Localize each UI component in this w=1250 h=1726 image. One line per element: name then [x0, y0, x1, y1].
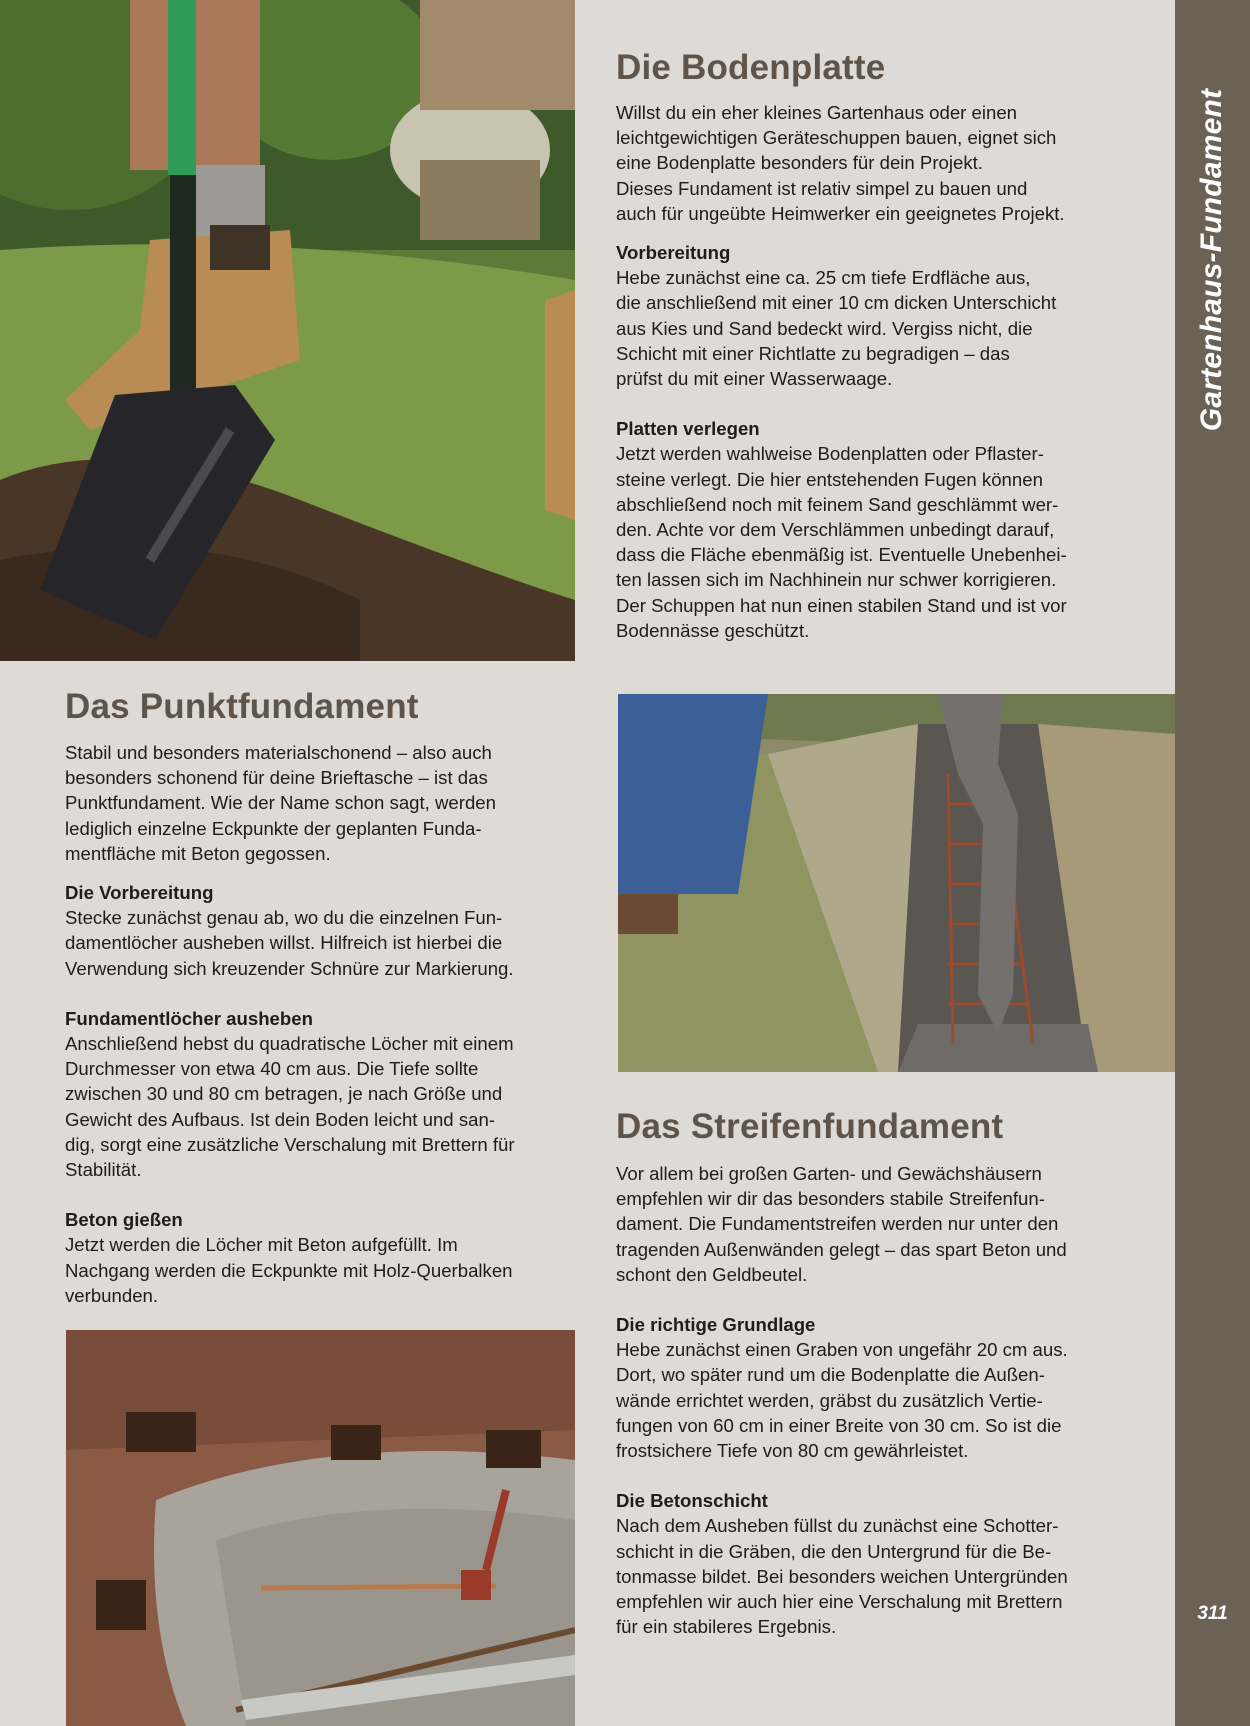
section-title-betonschicht: Die Betonschicht: [616, 1490, 768, 1512]
text-line: Stabilität.: [65, 1159, 142, 1181]
section-body-beton-giessen: [65, 1232, 585, 1308]
text-line: Schicht mit einer Richtlatte zu begradigen – das: [616, 342, 1010, 364]
text-line: besonders schonend für deine Brieftasche – ist das: [65, 767, 488, 789]
text-line: aus Kies und Sand bedeckt wird. Vergiss nicht, die: [616, 317, 1033, 339]
section-body-platten-verlegen: [616, 441, 1171, 643]
text-line: eine Bodenplatte besonders für dein Projekt.: [616, 152, 983, 174]
bodenplatte-article: [616, 48, 1171, 643]
text-line: lediglich einzelne Eckpunkte der geplanten Funda-: [65, 817, 482, 839]
section-body-fundamentloecher: [65, 1031, 585, 1182]
text-line: mentfläche mit Beton gegossen.: [65, 842, 331, 864]
section-body-die-vorbereitung: [65, 905, 585, 981]
text-line: leichtgewichtigen Geräteschuppen bauen, eignet sich: [616, 127, 1057, 149]
text-line: Dieses Fundament ist relativ simpel zu bauen und: [616, 177, 1028, 199]
text-line: für ein stabileres Ergebnis.: [616, 1616, 837, 1638]
punktfundament-heading: Das Punktfundament: [65, 687, 419, 726]
text-line: Gewicht des Aufbaus. Ist dein Boden leicht und san-: [65, 1108, 495, 1130]
trench-rebar-concrete-photo: [618, 694, 1175, 1072]
text-line: zwischen 30 und 80 cm betragen, je nach Größe und: [65, 1083, 503, 1105]
bodenplatte-heading: Die Bodenplatte: [616, 48, 886, 87]
streifenfundament-intro: [616, 1161, 1171, 1287]
text-line: tragenden Außenwänden gelegt – das spart Beton und: [616, 1238, 1067, 1260]
text-line: abschließend noch mit feinem Sand geschlämmt wer-: [616, 493, 1059, 515]
text-line: die anschließend mit einer 10 cm dicken Unterschicht: [616, 292, 1057, 314]
text-line: Der Schuppen hat nun einen stabilen Stand und ist vor: [616, 594, 1067, 616]
text-line: empfehlen wir auch hier eine Verschalung mit Brettern: [616, 1591, 1063, 1613]
foundation-holes-gravel-photo: [66, 1330, 575, 1726]
text-line: ten lassen sich im Nachhinein nur schwer korrigieren.: [616, 569, 1057, 591]
text-line: Vor allem bei großen Garten- und Gewächshäusern: [616, 1163, 1042, 1184]
text-line: fungen von 60 cm in einer Breite von 30 cm. So ist die: [616, 1414, 1062, 1436]
text-line: auch für ungeübte Heimwerker ein geeignetes Projekt.: [616, 202, 1065, 224]
section-title-die-vorbereitung: Die Vorbereitung: [65, 882, 214, 904]
text-line: Anschließend hebst du quadratische Löcher mit einem: [65, 1033, 514, 1055]
punktfundament-intro: [65, 740, 585, 866]
text-line: schicht in die Gräben, die den Untergrund für die Be-: [616, 1540, 1052, 1562]
text-line: empfehlen wir dir das besonders stabile Streifenfun-: [616, 1188, 1045, 1210]
text-line: Hebe zunächst eine ca. 25 cm tiefe Erdfläche aus,: [616, 267, 1031, 289]
text-line: prüfst du mit einer Wasserwaage.: [616, 368, 893, 390]
section-title-platten-verlegen: Platten verlegen: [616, 418, 760, 440]
text-line: Bodennässe geschützt.: [616, 619, 810, 641]
text-line: Willst du ein eher kleines Gartenhaus oder einen: [616, 102, 1018, 123]
section-body-betonschicht: [616, 1513, 1171, 1639]
section-title-fundamentloecher: Fundamentlöcher ausheben: [65, 1007, 313, 1029]
section-body-richtige-grundlage: [616, 1337, 1171, 1463]
section-title-vorbereitung: Vorbereitung: [616, 242, 731, 264]
streifenfundament-article: [616, 1107, 1171, 1639]
shovel-photo-graphic: [0, 0, 575, 661]
text-line: Jetzt werden wahlweise Bodenplatten oder Pflaster-: [616, 443, 1044, 465]
text-line: Hebe zunächst einen Graben von ungefähr 20 cm aus.: [616, 1339, 1068, 1361]
text-line: Jetzt werden die Löcher mit Beton aufgefüllt. Im: [65, 1234, 458, 1256]
text-line: Stabil und besonders materialschonend – also auch: [65, 742, 492, 763]
section-body-vorbereitung: [616, 265, 1171, 391]
text-line: Dort, wo später rund um die Bodenplatte die Außen-: [616, 1364, 1045, 1386]
text-line: wände errichtet werden, gräbst du zusätzlich Vertie-: [616, 1389, 1043, 1411]
bodenplatte-intro: [616, 100, 1171, 226]
text-line: Stecke zunächst genau ab, wo du die einzelnen Fun-: [65, 907, 503, 929]
text-line: Nachgang werden die Eckpunkte mit Holz-Querbalken: [65, 1259, 513, 1281]
text-line: Nach dem Ausheben füllst du zunächst eine Schotter-: [616, 1515, 1059, 1537]
text-line: dass die Fläche ebenmäßig ist. Eventuelle Unebenhei-: [616, 544, 1067, 566]
text-line: den. Achte vor dem Verschlämmen unbedingt darauf,: [616, 519, 1055, 541]
text-line: schont den Geldbeutel.: [616, 1263, 808, 1285]
text-line: verbunden.: [65, 1284, 159, 1306]
text-line: dig, sorgt eine zusätzliche Verschalung mit Brettern für: [65, 1133, 515, 1155]
section-title-beton-giessen: Beton gießen: [65, 1209, 183, 1231]
text-line: damentlöcher ausheben willst. Hilfreich ist hierbei die: [65, 932, 503, 954]
page-number: 311: [1197, 1603, 1228, 1624]
text-line: Punktfundament. Wie der Name schon sagt, werden: [65, 792, 496, 814]
text-line: tonmasse bildet. Bei besonders weichen Untergründen: [616, 1565, 1068, 1587]
text-line: steine verlegt. Die hier entstehenden Fugen können: [616, 468, 1043, 490]
streifenfundament-heading: Das Streifenfundament: [616, 1107, 1004, 1146]
text-line: Durchmesser von etwa 40 cm aus. Die Tiefe sollte: [65, 1058, 479, 1080]
trench-photo-graphic: [618, 694, 1175, 1072]
text-line: frostsichere Tiefe von 80 cm gewährleistet.: [616, 1440, 969, 1462]
shovel-digging-photo: [0, 0, 575, 661]
holes-photo-graphic: [66, 1330, 575, 1726]
text-line: Verwendung sich kreuzender Schnüre zur Markierung.: [65, 957, 514, 979]
punktfundament-article: [65, 687, 585, 1308]
section-title-richtige-grundlage: Die richtige Grundlage: [616, 1314, 816, 1336]
text-line: dament. Die Fundamentstreifen werden nur unter den: [616, 1213, 1059, 1235]
side-title: Gartenhaus-Fundament: [1195, 88, 1228, 432]
